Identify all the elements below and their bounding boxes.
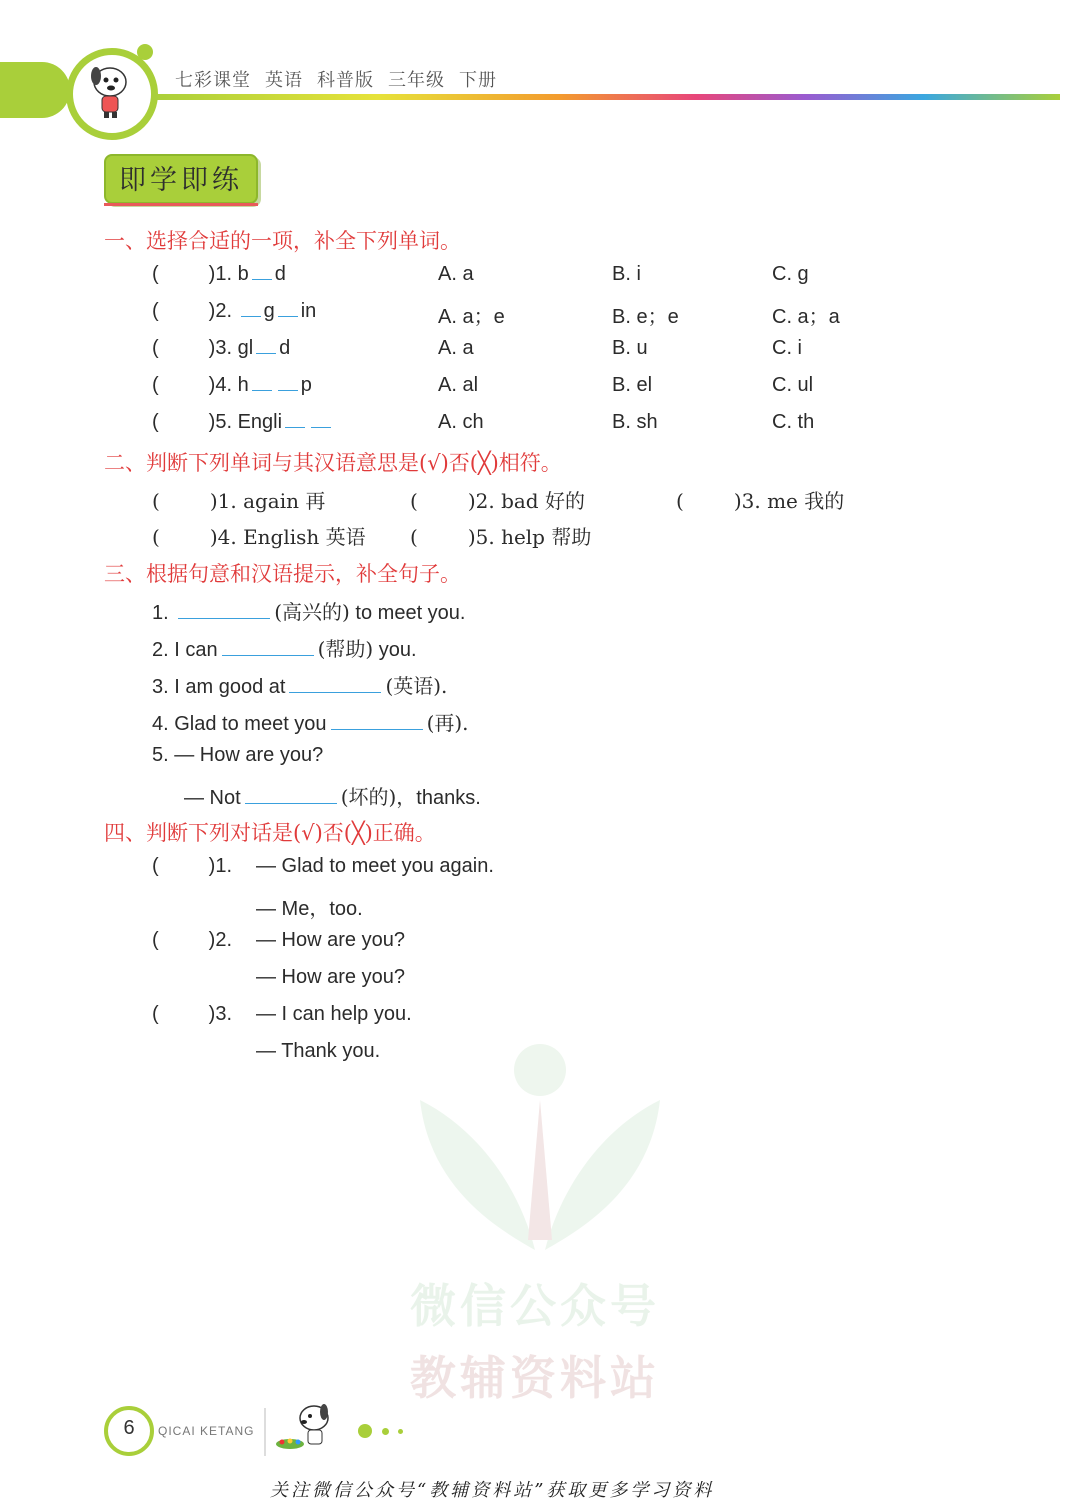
- header-rainbow-line: [150, 94, 1060, 100]
- s4-item2-q: — How are you?: [256, 929, 405, 951]
- answer-blank[interactable]: [178, 618, 270, 619]
- s1-item4-opt-c: C. ul: [772, 374, 814, 396]
- s1-item1-opt-b: B. i: [612, 263, 641, 285]
- answer-blank[interactable]: [278, 390, 298, 391]
- s4-item1-a: — Me，too.: [256, 898, 363, 920]
- header-title: [175, 66, 511, 92]
- s3-item3: 3. I am good at (英语).: [152, 674, 448, 698]
- header-green-band: [0, 62, 70, 118]
- s3-item5-reply: — Not (坏的)，thanks.: [184, 785, 481, 809]
- s1-item1-opt-a: A. a: [438, 263, 474, 285]
- footer-note: 关注微信公众号“教辅资料站”获取更多学习资料: [270, 1480, 715, 1501]
- section4-title: 四、判断下列对话是(√)否(╳)正确。: [104, 821, 436, 845]
- s1-item3-opt-c: C. i: [772, 337, 802, 359]
- section2-title: 二、判断下列单词与其汉语意思是(√)否(╳)相符。: [104, 451, 562, 475]
- answer-blank[interactable]: [241, 316, 261, 317]
- answer-blank[interactable]: [331, 729, 423, 730]
- s1-item5-opt-a: A. ch: [438, 411, 484, 433]
- s1-item3: ( )3. gl d: [152, 337, 291, 359]
- section3-title: 三、根据句意和汉语提示，补全句子。: [104, 562, 461, 586]
- s1-item3-opt-a: A. a: [438, 337, 474, 359]
- header-edition: 科普版: [317, 70, 374, 90]
- s1-item3-opt-b: B. u: [612, 337, 648, 359]
- s1-item1-opt-c: C. g: [772, 263, 809, 285]
- s3-item1: 1. (高兴的) to meet you.: [152, 600, 466, 624]
- s1-item2-opt-a: A. a；e: [438, 306, 505, 328]
- footer-brand: QICAI KETANG: [158, 1424, 255, 1438]
- footer-dot-large: [358, 1424, 372, 1438]
- answer-blank[interactable]: [289, 692, 381, 693]
- answer-blank[interactable]: [252, 279, 272, 280]
- s1-item1: ( )1. b d: [152, 263, 286, 285]
- s1-item5-opt-c: C. th: [772, 411, 815, 433]
- page-number: 6: [123, 1417, 135, 1439]
- s4-item3-a: — Thank you.: [256, 1040, 381, 1062]
- s2-item5: ( )5. help 帮助: [410, 525, 592, 549]
- s4-item2-a: — How are you?: [256, 966, 405, 988]
- s1-item4: ( )4. h p: [152, 374, 312, 396]
- answer-blank[interactable]: [285, 427, 305, 428]
- section-badge-label: 即学即练: [119, 165, 243, 196]
- watermark-logo-icon: [410, 1040, 670, 1260]
- header-series: 七彩课堂: [175, 70, 251, 90]
- answer-blank[interactable]: [278, 316, 298, 317]
- dog-painting-icon: [272, 1400, 342, 1456]
- s2-item1: ( )1. again 再: [152, 489, 326, 513]
- s2-item4: ( )4. English 英语: [152, 525, 366, 549]
- header-dot: [137, 44, 153, 60]
- footer-dot-medium: [382, 1428, 389, 1435]
- s2-item3: ( )3. me 我的: [676, 489, 845, 513]
- footer-dot-small: [398, 1429, 403, 1434]
- s3-item4: 4. Glad to meet you (再).: [152, 711, 469, 735]
- header-subject: 英语: [265, 70, 303, 90]
- s1-item4-opt-a: A. al: [438, 374, 479, 396]
- watermark-line1: 微信公众号: [410, 1280, 660, 1332]
- footer-divider: [264, 1408, 266, 1456]
- s4-item1-q: — Glad to meet you again.: [256, 855, 494, 877]
- answer-blank[interactable]: [245, 803, 337, 804]
- answer-blank[interactable]: [311, 427, 331, 428]
- badge-underline: [104, 203, 258, 206]
- s4-item2: ( )2.: [152, 929, 233, 951]
- section1-title: 一、选择合适的一项，补全下列单词。: [104, 229, 461, 253]
- header-volume: 下册: [459, 70, 497, 90]
- answer-blank[interactable]: [222, 655, 314, 656]
- s1-item4-opt-b: B. el: [612, 374, 653, 396]
- s4-item3: ( )3.: [152, 1003, 233, 1025]
- dog-mascot-icon: [80, 60, 140, 122]
- answer-blank[interactable]: [252, 390, 272, 391]
- header-grade: 三年级: [388, 70, 445, 90]
- s1-item5-opt-b: B. sh: [612, 411, 658, 433]
- s2-item2: ( )2. bad 好的: [410, 489, 585, 513]
- s1-item2: ( )2. g in: [152, 300, 317, 322]
- s1-item2-opt-c: C. a；a: [772, 306, 840, 328]
- s3-item2: 2. I can (帮助) you.: [152, 637, 417, 661]
- s3-item5: 5. — How are you?: [152, 744, 324, 766]
- s1-item2-opt-b: B. e；e: [612, 306, 679, 328]
- s4-item1: ( )1.: [152, 855, 233, 877]
- watermark-line2: 教辅资料站: [410, 1352, 660, 1404]
- s1-item5: ( )5. Engli: [152, 411, 334, 434]
- s4-item3-q: — I can help you.: [256, 1003, 412, 1025]
- answer-blank[interactable]: [256, 353, 276, 354]
